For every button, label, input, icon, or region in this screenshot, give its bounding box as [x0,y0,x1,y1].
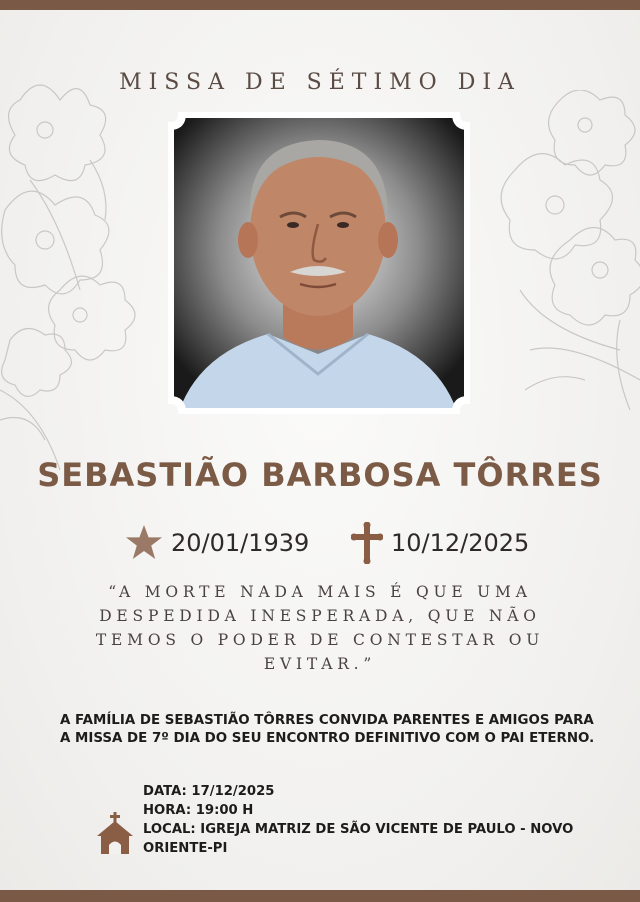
page-title: MISSA DE SÉTIMO DIA [119,70,521,95]
memorial-quote: “A MORTE NADA MAIS É QUE UMA DESPEDIDA INESPERADA, QUE NÃO TEMOS O PODER DE CONTESTAR OU EVITAR.” [95,583,545,673]
top-border-bar [0,0,640,10]
invitation-text: A FAMÍLIA DE SEBASTIÃO TÔRRES CONVIDA PARENTES E AMIGOS PARA A MISSA DE 7º DIA DO SEU ENCONTRO DEFINITIVO COM O PAI ETERNO. [60,713,595,746]
bottom-border-bar [0,890,640,902]
portrait-photo [168,112,470,414]
deceased-name: SEBASTIÃO BARBOSA TÔRRES [37,456,603,494]
event-date: DATA: 17/12/2025 [143,784,275,799]
death-date: 10/12/2025 [391,529,530,557]
event-location: LOCAL: IGREJA MATRIZ DE SÃO VICENTE DE PAULO - NOVO ORIENTE-PI [143,822,574,856]
church-icon [95,812,135,856]
event-details [143,782,613,858]
right-floral-decoration [500,90,640,430]
life-dates [0,522,640,566]
left-floral-decoration [0,60,150,480]
death-date-group [351,522,529,564]
event-time: HORA: 19:00 H [143,803,254,818]
birth-date: 20/01/1939 [171,529,310,557]
birth-date-group [125,524,309,562]
star-icon [125,524,163,562]
cross-icon [351,522,383,564]
